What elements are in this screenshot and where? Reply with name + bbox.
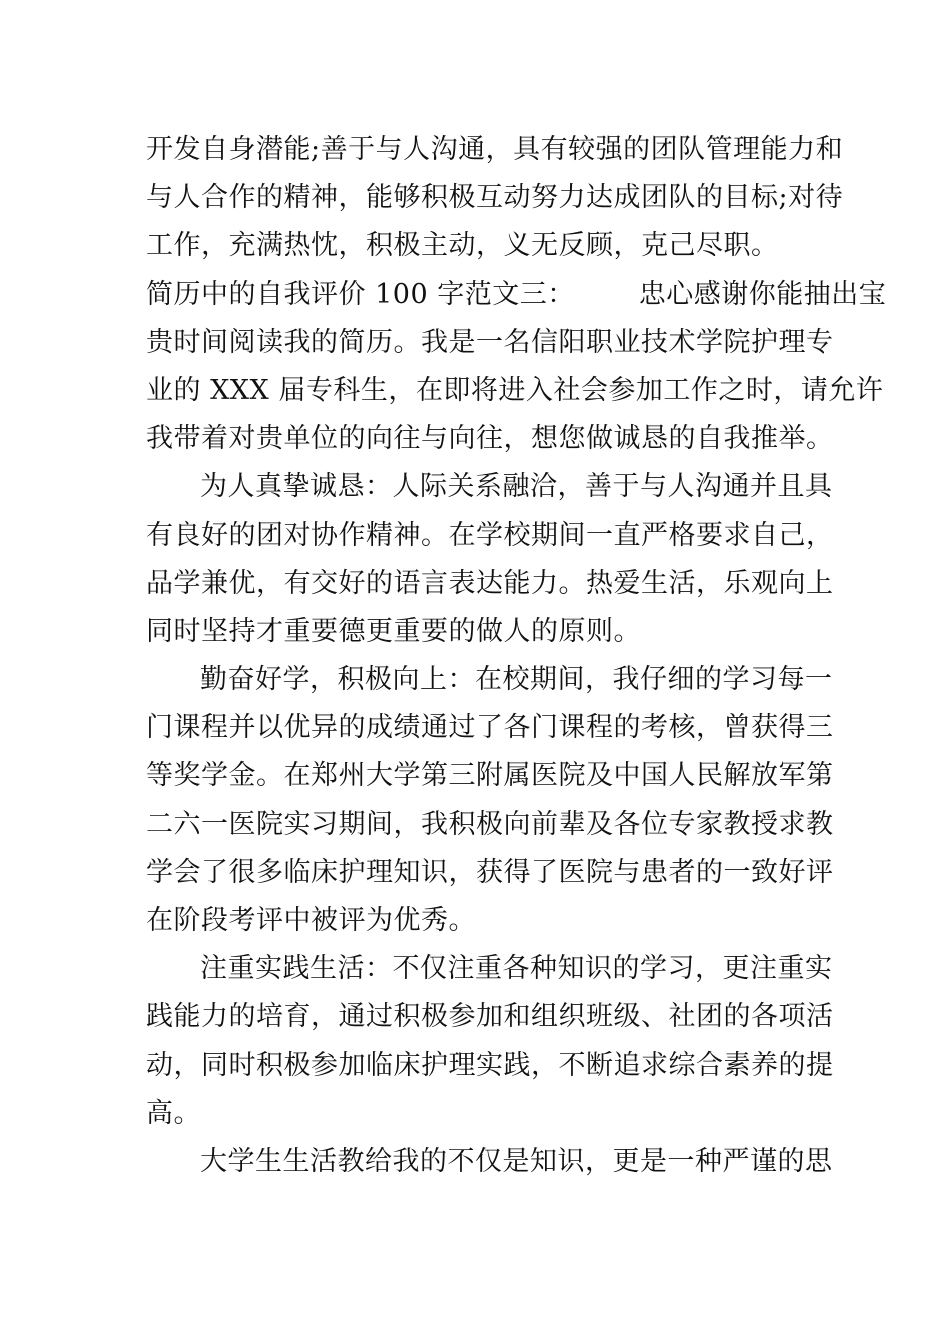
- text-line: 动，同时积极参加临床护理实践，不断追求综合素养的提: [146, 1049, 834, 1081]
- text-line: 我带着对贵单位的向往与向往，想您做诚恳的自我推举。: [146, 423, 834, 455]
- text-line: 忠心感谢你能抽出宝: [638, 278, 887, 310]
- text-line: 有良好的团对协作精神。在学校期间一直严格要求自己，: [146, 519, 834, 551]
- section-heading: 简历中的自我评价 100 字范文三：: [146, 278, 575, 310]
- paragraph-start: 为人真挚诚恳：人际关系融洽，善于与人沟通并且具: [200, 471, 833, 503]
- text-line: 践能力的培育，通过积极参加和组织班级、社团的各项活: [146, 1001, 834, 1033]
- paragraph-start: 注重实践生活：不仅注重各种知识的学习，更注重实: [200, 953, 833, 985]
- paragraph-start: 大学生生活教给我的不仅是知识，更是一种严谨的思: [200, 1145, 833, 1177]
- text-line-heading: [146, 271, 887, 319]
- text-line: 在阶段考评中被评为优秀。: [146, 905, 476, 936]
- text-line: 二六一医院实习期间，我积极向前辈及各位专家教授求教: [146, 808, 834, 840]
- text-line: 学会了很多临床护理知识，获得了医院与患者的一致好评: [146, 856, 834, 888]
- text-line: 高。: [146, 1097, 201, 1129]
- text-line: 品学兼优，有交好的语言表达能力。热爱生活，乐观向上: [146, 567, 834, 599]
- paragraph-start: 勤奋好学，积极向上：在校期间，我仔细的学习每一: [200, 664, 833, 696]
- text-line: 门课程并以优异的成绩通过了各门课程的考核，曾获得三: [146, 712, 834, 744]
- text-line: 工作，充满热忱，积极主动，义无反顾，克己尽职。: [146, 230, 779, 262]
- text-line: 贵时间阅读我的简历。我是一名信阳职业技术学院护理专: [146, 326, 834, 358]
- text-line: 与人合作的精神，能够积极互动努力达成团队的目标;对待: [146, 182, 844, 214]
- text-line: 业的 XXX 届专科生，在即将进入社会参加工作之时，请允许: [146, 374, 884, 406]
- document-body: [146, 126, 887, 1186]
- text-line: 同时坚持才重要德更重要的做人的原则。: [146, 615, 641, 647]
- text-line: 开发自身潜能;善于与人沟通，具有较强的团队管理能力和: [146, 134, 844, 165]
- text-line: 等奖学金。在郑州大学第三附属医院及中国人民解放军第: [146, 760, 834, 792]
